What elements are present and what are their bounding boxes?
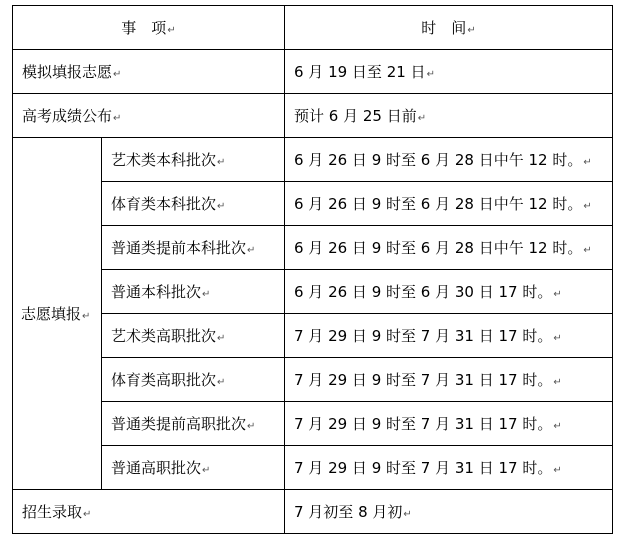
- paragraph-mark-icon: ↵: [417, 113, 427, 124]
- paragraph-mark-icon: ↵: [217, 333, 226, 344]
- table-row: [13, 182, 613, 226]
- paragraph-mark-icon: ↵: [202, 465, 211, 476]
- paragraph-mark-icon: ↵: [113, 69, 122, 80]
- batch-time: 6 月 26 日 9 时至 6 月 28 日中午 12 时。↵: [285, 138, 613, 182]
- header-item: 事 项↵: [13, 6, 285, 50]
- paragraph-mark-icon: ↵: [113, 113, 122, 124]
- batch-time: 7 月 29 日 9 时至 7 月 31 日 17 时。↵: [285, 358, 613, 402]
- row-time-mock: 6 月 19 日至 21 日↵: [285, 50, 613, 94]
- paragraph-mark-icon: ↵: [553, 333, 562, 344]
- table-row: [13, 358, 613, 402]
- batch-name: 普通高职批次↵: [102, 446, 285, 490]
- table-row: [13, 270, 613, 314]
- paragraph-mark-icon: ↵: [403, 509, 412, 520]
- paragraph-mark-icon: ↵: [553, 377, 562, 388]
- paragraph-mark-icon: ↵: [217, 377, 226, 388]
- table-row: [13, 94, 613, 138]
- batch-time: 7 月 29 日 9 时至 7 月 31 日 17 时。↵: [285, 314, 613, 358]
- paragraph-mark-icon: ↵: [167, 25, 176, 36]
- paragraph-mark-icon: ↵: [553, 465, 562, 476]
- table-row: [13, 446, 613, 490]
- row-label-mock: 模拟填报志愿↵: [13, 50, 285, 94]
- header-time: 时 间↵: [285, 6, 613, 50]
- batch-time: 6 月 26 日 9 时至 6 月 28 日中午 12 时。↵: [285, 226, 613, 270]
- paragraph-mark-icon: ↵: [467, 25, 476, 36]
- table-row: [13, 402, 613, 446]
- row-label-volunteer: 志愿填报↵: [13, 138, 102, 490]
- table-row: [13, 490, 613, 534]
- batch-name: 体育类本科批次↵: [102, 182, 285, 226]
- batch-name: 体育类高职批次↵: [102, 358, 285, 402]
- paragraph-mark-icon: ↵: [217, 157, 226, 168]
- paragraph-mark-icon: ↵: [553, 289, 562, 300]
- batch-name: 普通本科批次↵: [102, 270, 285, 314]
- row-time-scores: 预计 6 月 25 日前↵: [285, 94, 613, 138]
- paragraph-mark-icon: ↵: [247, 421, 256, 432]
- table-row: [13, 138, 613, 182]
- table-row: [13, 226, 613, 270]
- paragraph-mark-icon: ↵: [583, 245, 592, 256]
- paragraph-mark-icon: ↵: [247, 245, 256, 256]
- batch-time: 7 月 29 日 9 时至 7 月 31 日 17 时。↵: [285, 402, 613, 446]
- batch-name: 普通类提前高职批次↵: [102, 402, 285, 446]
- batch-time: 7 月 29 日 9 时至 7 月 31 日 17 时。↵: [285, 446, 613, 490]
- row-label-admission: 招生录取↵: [13, 490, 285, 534]
- paragraph-mark-icon: ↵: [217, 201, 226, 212]
- row-label-scores: 高考成绩公布↵: [13, 94, 285, 138]
- batch-name: 普通类提前本科批次↵: [102, 226, 285, 270]
- admission-schedule-table: [12, 5, 613, 534]
- batch-name: 艺术类本科批次↵: [102, 138, 285, 182]
- row-time-admission: 7 月初至 8 月初↵: [285, 490, 613, 534]
- batch-time: 6 月 26 日 9 时至 6 月 28 日中午 12 时。↵: [285, 182, 613, 226]
- paragraph-mark-icon: ↵: [426, 69, 435, 80]
- paragraph-mark-icon: ↵: [83, 509, 92, 520]
- table-row: [13, 50, 613, 94]
- paragraph-mark-icon: ↵: [553, 421, 562, 432]
- table-row: [13, 314, 613, 358]
- paragraph-mark-icon: ↵: [583, 201, 592, 212]
- batch-name: 艺术类高职批次↵: [102, 314, 285, 358]
- paragraph-mark-icon: ↵: [202, 289, 211, 300]
- paragraph-mark-icon: ↵: [583, 157, 592, 168]
- batch-time: 6 月 26 日 9 时至 6 月 30 日 17 时。↵: [285, 270, 613, 314]
- paragraph-mark-icon: ↵: [82, 311, 91, 322]
- table-header-row: [13, 6, 613, 50]
